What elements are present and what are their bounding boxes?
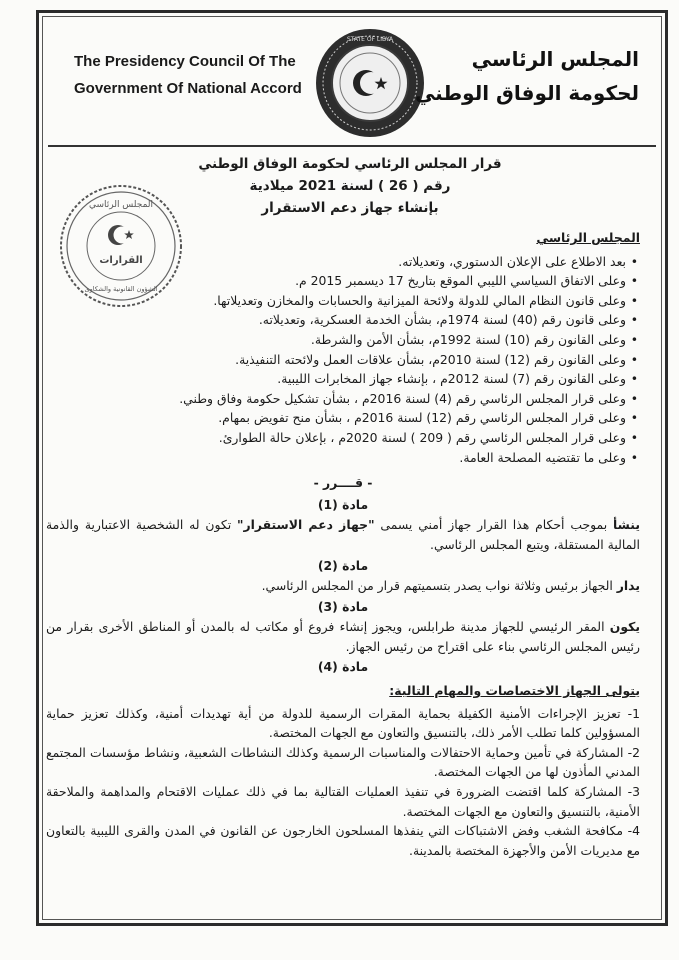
decree-body: [46, 228, 640, 860]
decree-subject-line: بإنشاء جهاز دعم الاستقرار: [261, 200, 439, 216]
svg-text:المجلس الرئاسي: المجلس الرئاسي: [88, 200, 154, 210]
task-item: 4- مكافحة الشغب وفض الاشتباكات التي ينفذها المسلحون الخارجون عن القانون في المدن والقرى الليبية بالتعاون مع مديريات الأمن والأجهزة المختصة بالمدينة.: [46, 823, 640, 858]
tasks-list: [46, 704, 640, 861]
arabic-name-line-1: المجلس الرئاسي: [471, 47, 639, 71]
article-title: مادة (2): [317, 557, 369, 573]
decided-label: - قــــرر -: [313, 475, 373, 491]
arabic-name-line-2: لحكومة الوفاق الوطني: [414, 81, 639, 105]
article-text-part: المقر الرئيسي للجهاز مدينة طرابلس، ويجوز إنشاء فروع أو مكاتب له بالمدن أو المناطق الأخرى بقرار من رئيس المجلس الرئاسي بناء على اقتراح من رئيس الجهاز.: [46, 619, 640, 654]
preamble-item: • وعلى قرار المجلس الرئاسي رقم (12) لسنة 2016م ، بشأن منح تفويض بمهام.: [46, 408, 626, 428]
article-2: [46, 556, 640, 596]
task-item: 3- المشاركة كلما اقتضت الضرورة في تنفيذ العمليات القتالية بما في ذلك عمليات الاقتحام والمداهمة والملاحقة الأمنية، بالتنسيق والتعاون مع الجهات المختصة.: [46, 784, 640, 819]
decree-title: [150, 153, 550, 219]
preamble-item: • وعلى القانون رقم (10) لسنة 1992م، بشأن الأمن والشرطة.: [46, 330, 626, 350]
preamble-item: • وعلى قرار المجلس الرئاسي رقم (4) لسنة 2016م ، بشأن تشكيل حكومة وفاق وطني.: [46, 389, 626, 409]
arabic-letterhead: [409, 42, 639, 110]
article-1: [46, 495, 640, 555]
svg-text:STATE OF LIBYA: STATE OF LIBYA: [346, 36, 394, 43]
article-lead-word: يدار: [616, 578, 640, 594]
decree-number-line: رقم ( 26 ) لسنة 2021 ميلادية: [249, 178, 451, 194]
decree-title-line-1: قرار المجلس الرئاسي لحكومة الوفاق الوطني: [198, 156, 502, 172]
article-title: مادة (1): [317, 496, 369, 512]
article-text: [46, 617, 640, 656]
agency-name: "جهاز دعم الاستقرار": [237, 517, 375, 533]
svg-text:الشؤون القانونية والشكاوى: الشؤون القانونية والشكاوى: [84, 285, 158, 293]
article-text-part: تكون له الشخصية الاعتبارية والذمة المالية المستقلة، ويتبع المجلس الرئاسي.: [46, 517, 640, 552]
article-text: [46, 515, 640, 554]
preamble-item: • وعلى الاتفاق السياسي الليبي الموقع بتاريخ 17 ديسمبر 2015 م.: [46, 271, 626, 291]
preamble-item: • وعلى قرار المجلس الرئاسي رقم ( 209 ) لسنة 2020م ، بإعلان حالة الطوارئ.: [46, 428, 626, 448]
preamble-item: • وعلى القانون رقم (12) لسنة 2010م، بشأن علاقات العمل ولائحته التنفيذية.: [46, 350, 626, 370]
article-4: [46, 657, 640, 677]
article-text: [46, 576, 640, 596]
task-item: 1- تعزيز الإجراءات الأمنية الكفيلة بحماية المقرات الرسمية للدولة من أية تهديدات أمنية، وكذلك تعزيز حماية المسؤولين كلما تطلب الأمر ذلك، بالتنسيق والتعاون مع الجهات المختصة.: [46, 705, 640, 741]
preamble-item: • وعلى قانون رقم (40) لسنة 1974م، بشأن الخدمة العسكرية، وتعديلاته.: [46, 310, 626, 330]
article-lead-word: ينشأ: [613, 517, 640, 533]
english-name-line-2: Government Of National Accord: [74, 80, 302, 97]
council-heading: المجلس الرئاسي: [536, 230, 640, 245]
tasks-heading: يتولى الجهاز الاختصاصات والمهام التالية:: [389, 683, 640, 699]
preamble-item: • وعلى قانون النظام المالي للدولة ولائحة الميزانية والحسابات والمخازن وتعديلاتها.: [46, 291, 626, 311]
article-title: مادة (4): [317, 659, 369, 675]
preamble-item: • بعد الاطلاع على الإعلان الدستوري، وتعديلاته.: [46, 252, 626, 272]
article-title: مادة (3): [317, 598, 369, 614]
article-text-part: بموجب أحكام هذا القرار جهاز أمني يسمى: [374, 517, 614, 533]
task-item: 2- المشاركة في تأمين وحماية الاحتفالات والمناسبات الرسمية وكذلك النشاطات الشعبية، ونشاط مؤسسات المجتمع المدني المأذون لها من الجهات المختصة.: [46, 744, 640, 780]
svg-text:القرارات: القرارات: [99, 255, 143, 266]
header-divider: [48, 145, 656, 147]
english-letterhead: [74, 48, 324, 102]
preamble-item: • وعلى القانون رقم (7) لسنة 2012م ، بإنشاء جهاز المخابرات الليبية.: [46, 369, 626, 389]
preamble-item: • وعلى ما تقتضيه المصلحة العامة.: [46, 448, 626, 468]
article-text-part: الجهاز برئيس وثلاثة نواب يصدر بتسميتهم قرار من المجلس الرئاسي.: [261, 578, 617, 594]
preamble-list: [46, 252, 640, 468]
english-name-line-1: The Presidency Council Of The: [74, 53, 296, 70]
article-3: [46, 597, 640, 657]
article-lead-word: يكون: [609, 619, 640, 635]
